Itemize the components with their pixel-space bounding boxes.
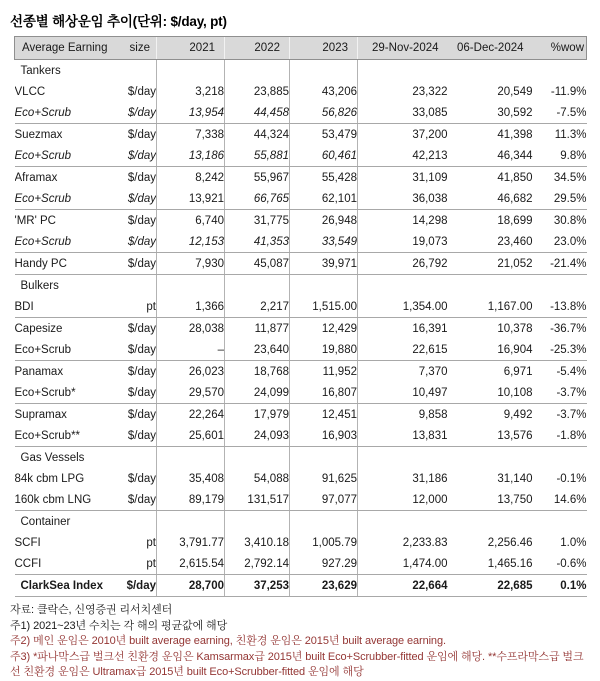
row-unit: $/day bbox=[127, 472, 156, 485]
header-row bbox=[15, 37, 587, 60]
row-value: 41,850 bbox=[497, 171, 533, 184]
row-label: Suezmax bbox=[14, 128, 63, 141]
row-value: 97,077 bbox=[290, 489, 358, 511]
row-value: 43,206 bbox=[290, 81, 358, 102]
row-unit: $/day bbox=[127, 214, 156, 227]
row-value: 89,179 bbox=[157, 489, 225, 511]
row-value bbox=[290, 275, 358, 297]
row-value: 14,298 bbox=[358, 210, 448, 232]
row-value: 23,640 bbox=[225, 339, 290, 361]
col-2022: 2022 bbox=[225, 37, 290, 60]
row-value: 36,038 bbox=[358, 188, 448, 210]
row-label: 84k cbm LPG bbox=[14, 472, 85, 485]
footnote: 주2) 메인 운임은 2010년 built average earning, 친환경 운임은 2015년 built average earning. bbox=[10, 635, 446, 647]
row-value bbox=[448, 511, 533, 533]
row-value bbox=[448, 275, 533, 297]
row-value: 7,930 bbox=[157, 253, 225, 275]
row-unit: $/day bbox=[127, 171, 156, 184]
row-value: -21.4% bbox=[533, 253, 587, 275]
row-label: Supramax bbox=[14, 408, 67, 421]
footnotes bbox=[10, 603, 588, 681]
row-value bbox=[533, 275, 587, 297]
row-unit: $/day bbox=[111, 253, 157, 275]
row-label: Bulkers bbox=[20, 279, 59, 292]
row-value: 1,515.00 bbox=[290, 296, 358, 318]
row-value: 41,398 bbox=[497, 128, 533, 141]
table-row bbox=[15, 318, 587, 340]
row-value: 23,322 bbox=[358, 81, 448, 102]
row-value: 131,517 bbox=[225, 489, 290, 511]
row-unit: $/day bbox=[111, 425, 157, 447]
row-value: 13,576 bbox=[448, 425, 533, 447]
table-row bbox=[15, 296, 587, 318]
row-value: -3.7% bbox=[556, 408, 587, 421]
table-row bbox=[15, 102, 587, 124]
row-value: 44,458 bbox=[225, 102, 290, 124]
row-value: 39,971 bbox=[290, 253, 358, 275]
row-value: 31,186 bbox=[358, 468, 448, 489]
row-label: Handy PC bbox=[15, 253, 111, 275]
row-value: 14.6% bbox=[533, 489, 587, 511]
row-value: -25.3% bbox=[533, 339, 587, 361]
row-value: 22,685 bbox=[448, 575, 533, 597]
row-value: 1,005.79 bbox=[290, 532, 358, 553]
row-value: 30.8% bbox=[553, 214, 587, 227]
row-value: 11.3% bbox=[554, 128, 587, 141]
row-value: 35,408 bbox=[157, 468, 225, 489]
row-value bbox=[358, 60, 448, 82]
row-value: 34.5% bbox=[553, 171, 587, 184]
table-title: 선종별 해상운임 추이(단위: $/day, pt) bbox=[10, 14, 227, 29]
row-value: 12,000 bbox=[358, 489, 448, 511]
row-value: 28,700 bbox=[157, 575, 225, 597]
row-value bbox=[225, 511, 290, 533]
row-value: 22,264 bbox=[157, 404, 225, 426]
row-value: 1.0% bbox=[560, 536, 587, 549]
row-value: 18,768 bbox=[225, 361, 290, 383]
footnote: 주1) 2021~23년 수치는 각 해의 평균값에 해당 bbox=[10, 619, 228, 632]
row-label: 160k cbm LNG bbox=[15, 489, 111, 511]
row-value: 17,979 bbox=[225, 404, 290, 426]
source-note: 자료: 클락슨, 신영증권 리서치센터 bbox=[10, 604, 173, 616]
row-label: VLCC bbox=[14, 85, 46, 98]
row-value: 9,858 bbox=[358, 404, 448, 426]
row-value: 3,218 bbox=[157, 81, 225, 102]
row-value: 12,429 bbox=[290, 318, 358, 340]
row-value: 21,052 bbox=[448, 253, 533, 275]
row-unit: $/day bbox=[127, 128, 156, 141]
row-unit bbox=[111, 511, 157, 533]
row-value: 3,410.18 bbox=[225, 532, 290, 553]
col-2021: 2021 bbox=[157, 37, 225, 60]
row-value: 55,428 bbox=[290, 167, 358, 189]
row-label: SCFI bbox=[14, 536, 41, 549]
row-value: 26,792 bbox=[358, 253, 448, 275]
row-value: 8,242 bbox=[157, 167, 225, 189]
row-label: Eco+Scrub bbox=[15, 231, 111, 253]
table-row bbox=[15, 468, 587, 489]
table-row bbox=[15, 425, 587, 447]
row-unit: $/day bbox=[127, 85, 156, 98]
row-value: 2,792.14 bbox=[225, 553, 290, 575]
row-value: 45,087 bbox=[225, 253, 290, 275]
row-value: 10,378 bbox=[497, 322, 533, 335]
row-value: 23.0% bbox=[533, 231, 587, 253]
row-unit: $/day bbox=[111, 339, 157, 361]
table-row bbox=[15, 145, 587, 167]
table-row bbox=[15, 188, 587, 210]
total-row bbox=[15, 575, 587, 597]
row-value: 12,153 bbox=[157, 231, 225, 253]
row-value: 1,366 bbox=[157, 296, 225, 318]
row-value: 13,186 bbox=[157, 145, 225, 167]
row-value: 11,952 bbox=[290, 361, 358, 383]
section-row bbox=[15, 275, 587, 297]
row-value: 2,233.83 bbox=[358, 532, 448, 553]
freight-rates-table bbox=[14, 36, 587, 597]
row-unit: $/day bbox=[111, 575, 157, 597]
row-value: 7,338 bbox=[157, 124, 225, 146]
row-unit: $/day bbox=[127, 365, 156, 378]
row-value: 10,108 bbox=[448, 382, 533, 404]
row-value: 60,461 bbox=[290, 145, 358, 167]
row-value: 91,625 bbox=[290, 468, 358, 489]
row-value: 16,903 bbox=[290, 425, 358, 447]
row-value: 10,497 bbox=[358, 382, 448, 404]
row-value bbox=[290, 511, 358, 533]
row-value bbox=[358, 275, 448, 297]
row-value: 22,664 bbox=[358, 575, 448, 597]
row-label: Eco+Scrub bbox=[15, 188, 111, 210]
row-value: 23,460 bbox=[448, 231, 533, 253]
row-value: 6,740 bbox=[157, 210, 225, 232]
footnote: 주3) *파나막스급 벌크선 친환경 운임은 Kamsarmax급 2015년 built Eco+Scrubber-fitted 운임에 해당. **수프라막스급 벌크선 친환경 운임은 Ultramax급 2015년 built Eco+Scrubber-fitted 운임에 해당 bbox=[10, 650, 584, 678]
col-2023: 2023 bbox=[290, 37, 358, 60]
row-value: 3,791.77 bbox=[157, 532, 225, 553]
row-value: 26,948 bbox=[290, 210, 358, 232]
row-value: 29.5% bbox=[533, 188, 587, 210]
row-value: 22,615 bbox=[358, 339, 448, 361]
table-row bbox=[15, 81, 587, 102]
row-value bbox=[358, 511, 448, 533]
row-unit: pt bbox=[111, 553, 157, 575]
row-value: 11,877 bbox=[225, 318, 290, 340]
section-row bbox=[15, 447, 587, 469]
row-unit: $/day bbox=[127, 322, 156, 335]
row-value: 25,601 bbox=[157, 425, 225, 447]
col-percent-wow: %wow bbox=[533, 37, 587, 60]
row-value bbox=[225, 60, 290, 82]
row-value: 23,885 bbox=[225, 81, 290, 102]
row-value: 41,353 bbox=[225, 231, 290, 253]
row-value: 33,085 bbox=[358, 102, 448, 124]
row-value: 24,099 bbox=[225, 382, 290, 404]
row-label: Eco+Scrub bbox=[15, 339, 111, 361]
row-value: 9,492 bbox=[503, 408, 533, 421]
section-row bbox=[15, 60, 587, 82]
row-value bbox=[157, 60, 225, 82]
row-value: 7,370 bbox=[358, 361, 448, 383]
row-value: 29,570 bbox=[157, 382, 225, 404]
row-label: Eco+Scrub bbox=[15, 145, 111, 167]
row-value bbox=[157, 511, 225, 533]
row-value: 13,921 bbox=[157, 188, 225, 210]
row-value: 16,904 bbox=[448, 339, 533, 361]
row-value bbox=[358, 447, 448, 469]
row-unit: $/day bbox=[127, 408, 156, 421]
row-value bbox=[533, 511, 587, 533]
row-label: Gas Vessels bbox=[20, 451, 85, 464]
row-value: -7.5% bbox=[533, 102, 587, 124]
row-value: 16,391 bbox=[358, 318, 448, 340]
row-unit: $/day bbox=[111, 382, 157, 404]
table-row bbox=[15, 361, 587, 383]
row-value: 66,765 bbox=[225, 188, 290, 210]
row-value: -1.8% bbox=[533, 425, 587, 447]
row-unit: $/day bbox=[111, 489, 157, 511]
row-value: 9.8% bbox=[533, 145, 587, 167]
table-row bbox=[15, 382, 587, 404]
row-value: 2,615.54 bbox=[157, 553, 225, 575]
table-row bbox=[15, 231, 587, 253]
row-value: 2,256.46 bbox=[487, 536, 533, 549]
col-average-earning: Average Earning bbox=[15, 37, 111, 60]
table-row bbox=[15, 167, 587, 189]
col-06-dec-2024: 06-Dec-2024 bbox=[448, 37, 533, 60]
row-value: 13,831 bbox=[358, 425, 448, 447]
row-value: 19,880 bbox=[290, 339, 358, 361]
row-label: Container bbox=[20, 515, 71, 528]
row-value: 56,826 bbox=[290, 102, 358, 124]
row-value: 20,549 bbox=[497, 85, 533, 98]
row-unit: pt bbox=[111, 296, 157, 318]
row-value bbox=[290, 60, 358, 82]
row-value: 927.29 bbox=[290, 553, 358, 575]
row-value: 1,167.00 bbox=[448, 296, 533, 318]
row-value: 62,101 bbox=[290, 188, 358, 210]
table-row bbox=[15, 124, 587, 146]
row-value bbox=[448, 60, 533, 82]
row-value: -36.7% bbox=[550, 322, 587, 335]
row-value: 0.1% bbox=[533, 575, 587, 597]
row-value: 1,465.16 bbox=[448, 553, 533, 575]
table-row bbox=[15, 553, 587, 575]
table-row bbox=[15, 489, 587, 511]
row-value: 33,549 bbox=[290, 231, 358, 253]
row-value: – bbox=[157, 339, 225, 361]
row-unit: $/day bbox=[111, 231, 157, 253]
table-row bbox=[15, 253, 587, 275]
row-value bbox=[533, 60, 587, 82]
row-value bbox=[157, 447, 225, 469]
row-value: 46,682 bbox=[448, 188, 533, 210]
row-label: Capesize bbox=[14, 322, 63, 335]
row-value: -3.7% bbox=[533, 382, 587, 404]
table-row bbox=[15, 404, 587, 426]
table-row bbox=[15, 210, 587, 232]
row-value: -5.4% bbox=[556, 365, 587, 378]
row-value: -0.6% bbox=[533, 553, 587, 575]
row-value: 23,629 bbox=[290, 575, 358, 597]
row-label: ClarkSea Index bbox=[15, 575, 111, 597]
row-value bbox=[290, 447, 358, 469]
row-value: 19,073 bbox=[358, 231, 448, 253]
row-value: 18,699 bbox=[497, 214, 533, 227]
row-value: 55,967 bbox=[225, 167, 290, 189]
row-value: 55,881 bbox=[225, 145, 290, 167]
row-value: 37,253 bbox=[225, 575, 290, 597]
row-value: 28,038 bbox=[157, 318, 225, 340]
row-label: BDI bbox=[15, 296, 111, 318]
row-value: 42,213 bbox=[358, 145, 448, 167]
row-value: 24,093 bbox=[225, 425, 290, 447]
row-unit: $/day bbox=[111, 188, 157, 210]
row-value: 31,140 bbox=[497, 472, 533, 485]
row-value: 16,807 bbox=[290, 382, 358, 404]
row-label: CCFI bbox=[15, 553, 111, 575]
row-value bbox=[533, 447, 587, 469]
row-unit bbox=[111, 275, 157, 297]
row-unit: $/day bbox=[111, 145, 157, 167]
row-label: Aframax bbox=[14, 171, 58, 184]
row-value: 31,775 bbox=[225, 210, 290, 232]
row-label: Tankers bbox=[20, 64, 61, 77]
row-value bbox=[225, 275, 290, 297]
row-label: Eco+Scrub* bbox=[15, 382, 111, 404]
row-value: -11.9% bbox=[550, 85, 587, 98]
row-value: 12,451 bbox=[290, 404, 358, 426]
row-label: Eco+Scrub bbox=[15, 102, 111, 124]
row-unit bbox=[111, 447, 157, 469]
row-value: 1,354.00 bbox=[358, 296, 448, 318]
row-value: -0.1% bbox=[556, 472, 587, 485]
row-value: 53,479 bbox=[290, 124, 358, 146]
row-unit: pt bbox=[146, 536, 156, 549]
table-row bbox=[15, 532, 587, 553]
row-value: 30,592 bbox=[448, 102, 533, 124]
row-label: 'MR' PC bbox=[14, 214, 56, 227]
row-label: Panamax bbox=[14, 365, 64, 378]
col-29-nov-2024: 29-Nov-2024 bbox=[358, 37, 448, 60]
table-row bbox=[15, 339, 587, 361]
row-unit bbox=[111, 60, 157, 82]
row-value: -13.8% bbox=[533, 296, 587, 318]
row-value bbox=[157, 275, 225, 297]
row-value: 6,971 bbox=[503, 365, 533, 378]
table-header bbox=[15, 37, 587, 60]
row-value: 1,474.00 bbox=[358, 553, 448, 575]
row-value: 2,217 bbox=[225, 296, 290, 318]
row-value: 26,023 bbox=[157, 361, 225, 383]
row-value: 31,109 bbox=[358, 167, 448, 189]
row-value: 37,200 bbox=[358, 124, 448, 146]
table-body bbox=[15, 60, 587, 597]
row-value: 13,750 bbox=[448, 489, 533, 511]
row-value bbox=[225, 447, 290, 469]
row-value: 46,344 bbox=[448, 145, 533, 167]
row-unit: $/day bbox=[111, 102, 157, 124]
col-size: size bbox=[111, 37, 157, 60]
row-value bbox=[448, 447, 533, 469]
row-value: 13,954 bbox=[157, 102, 225, 124]
row-value: 54,088 bbox=[225, 468, 290, 489]
row-label: Eco+Scrub** bbox=[15, 425, 111, 447]
row-value: 44,324 bbox=[225, 124, 290, 146]
section-row bbox=[15, 511, 587, 533]
